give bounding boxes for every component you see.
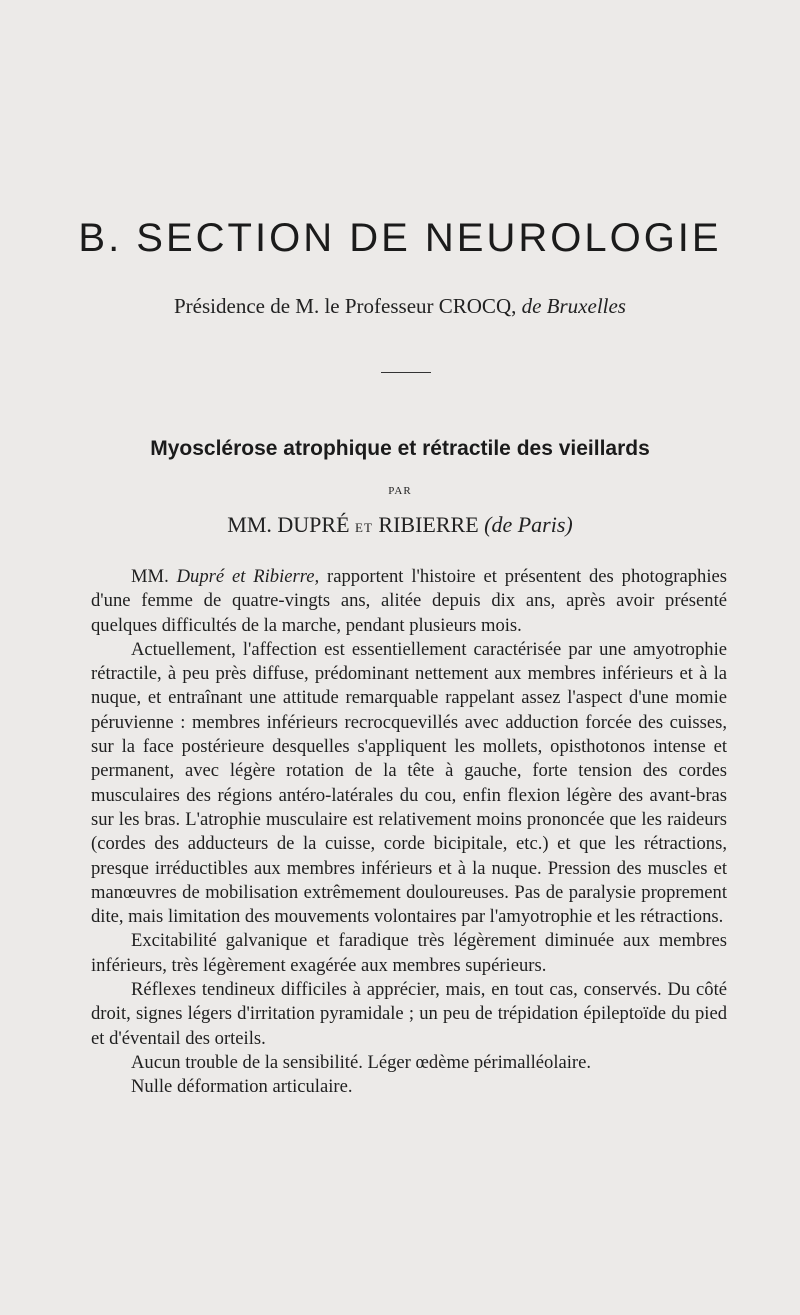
authors-and: ET [355, 520, 373, 535]
p1-names: Dupré et Ribierre, [176, 566, 320, 587]
par-label: PAR [388, 485, 412, 497]
paragraph-3: Excitabilité galvanique et faradique très légèrement diminuée aux membres inférieurs, très légèrement exagérée aux membres supérieurs. [91, 930, 727, 976]
separator-rule [381, 372, 431, 373]
presidency-text: Présidence de M. le Professeur CROCQ, [174, 294, 517, 318]
section-heading: B. SECTION DE NEUROLOGIE [78, 216, 722, 260]
paragraph-4: Réflexes tendineux difficiles à apprécier, mais, en tout cas, conservés. Du côté droit, signes légers d'irritation pyramidale ; un peu de trépidation épileptoïde du pied et d'éventail des orteils. [91, 979, 727, 1049]
p1-start: MM. [131, 566, 169, 587]
paragraph-1 [91, 565, 727, 638]
authors-name2: RIBIERRE [378, 512, 479, 537]
authors-city: (de Paris) [484, 512, 573, 537]
authors-line [0, 512, 800, 538]
presidency-city: de Bruxelles [521, 294, 626, 318]
authors-prefix: MM. DUPRÉ [227, 512, 350, 537]
paragraph-5: Aucun trouble de la sensibilité. Léger œdème périmalléolaire. [131, 1051, 592, 1073]
article-title: Myosclérose atrophique et rétractile des vieillards [150, 437, 650, 460]
article-body [91, 565, 727, 1100]
presidency-line [0, 294, 800, 319]
p1-rest: rapportent l'histoire et présentent des photographies d'une femme de quatre-vingts ans, alitée depuis dix ans, après avoir présenté quelques difficultés de la marche, pendant plusieurs mois. [91, 566, 728, 636]
paragraph-2: Actuellement, l'affection est essentiellement caractérisée par une amyotrophie rétractile, à peu près diffuse, prédominant nettement aux membres inférieurs et à la nuque, et entraînant une attitude remarquable rappelant assez l'aspect d'une momie péruvienne : membres inférieurs recrocquevillés avec adduction forcée des cuisses, sur la face postérieure desquelles s'appliquent les mollets, opisthotonos intense et permanent, avec légère rotation de la tête à gauche, forte tension des cordes musculaires des régions antéro-latérales du cou, enfin flexion légère des avant-bras sur les bras. L'atrophie musculaire est relativement moins prononcée que les raideurs (cordes des adducteurs de la cuisse, corde bicipitale, etc.) et que les rétractions, presque irréductibles aux membres inférieurs et à la nuque. Pression des muscles et manœuvres de mobilisation extrêmement douloureuses. Pas de paralysie proprement dite, mais limitation des mouvements volontaires par l'amyotrophie et les rétractions. [91, 638, 727, 928]
paragraph-6: Nulle déformation articulaire. [131, 1076, 353, 1098]
